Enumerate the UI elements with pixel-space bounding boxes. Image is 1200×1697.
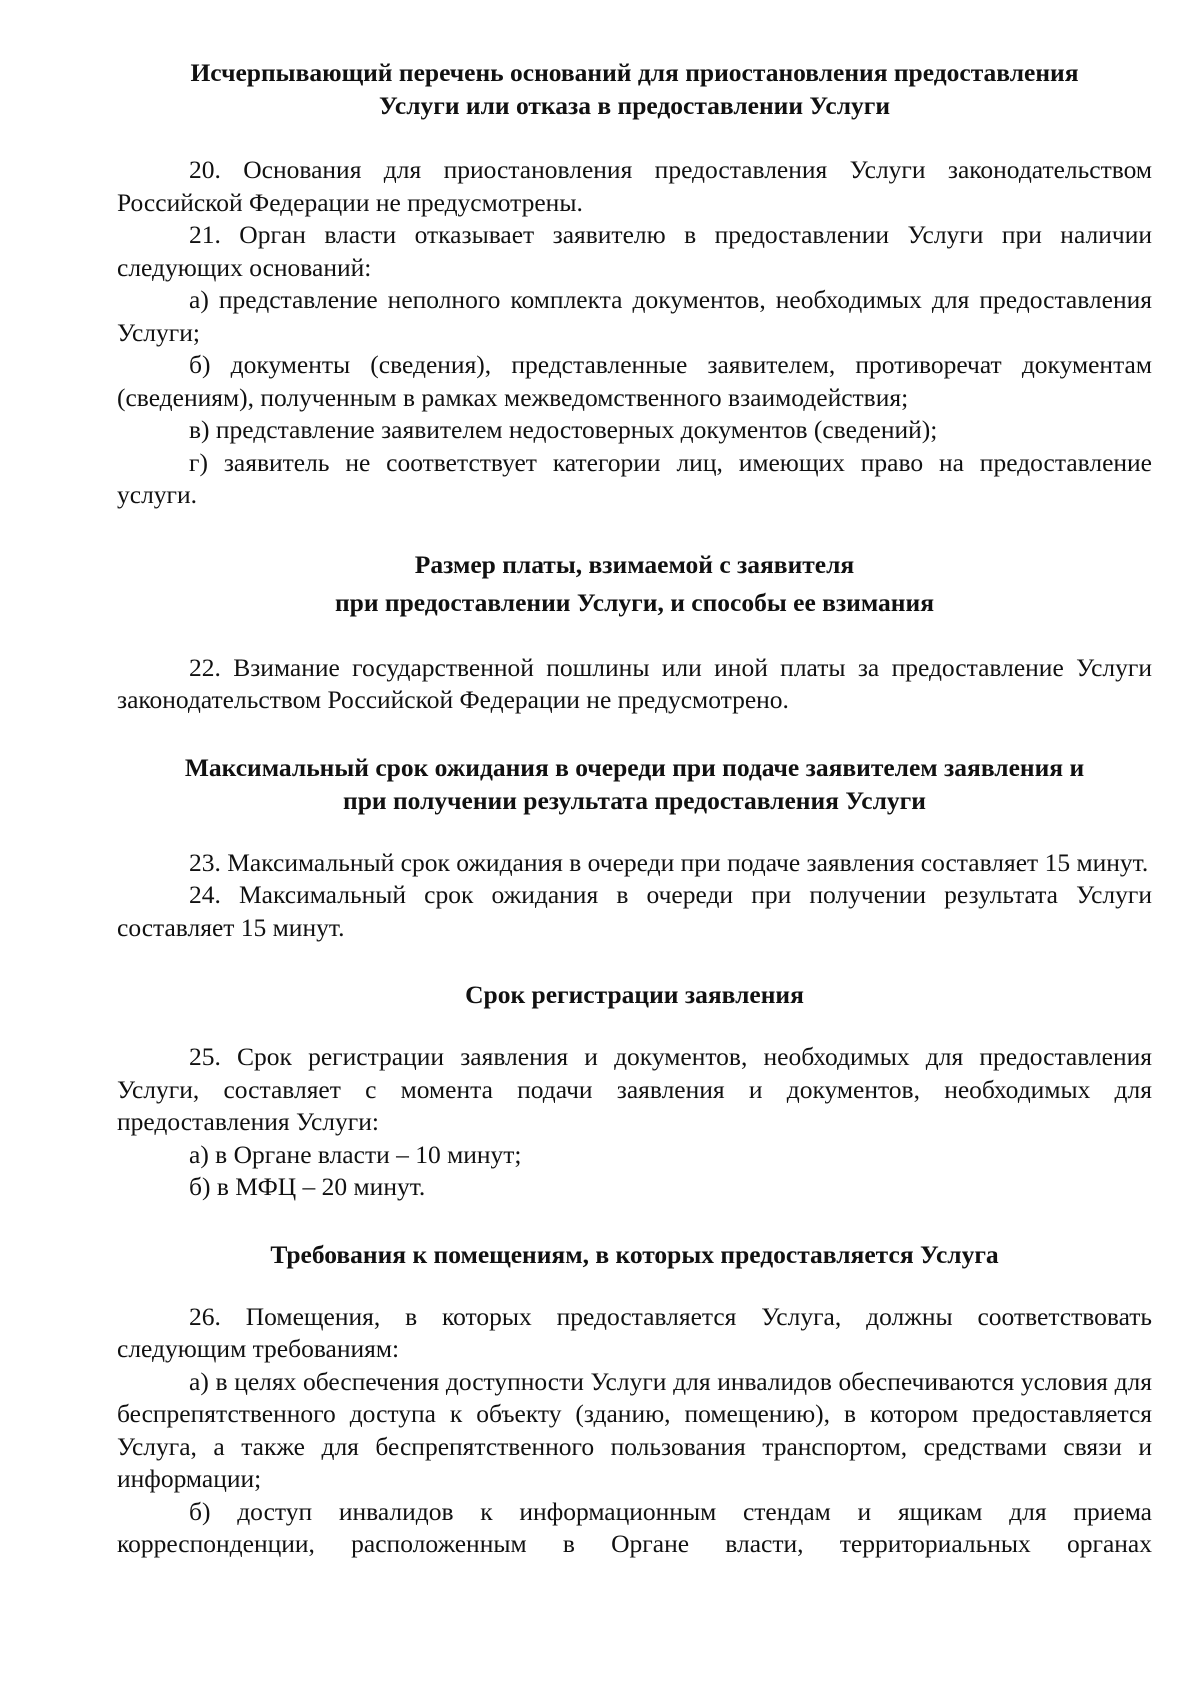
paragraph-24: 24. Максимальный срок ожидания в очереди при получении результата Услуги составляет 15 минут. bbox=[117, 880, 1152, 942]
paragraph-23: 23. Максимальный срок ожидания в очереди при подаче заявления составляет 15 минут. bbox=[189, 847, 1149, 877]
heading-line: Срок регистрации заявления bbox=[465, 980, 804, 1009]
heading-line: при предоставлении Услуги, и способы ее взимания bbox=[334, 587, 934, 617]
paragraph-21-a: а) представление неполного комплекта документов, необходимых для предоставления Услуги; bbox=[117, 285, 1152, 347]
paragraph-21-v: в) представление заявителем недостоверных документов (сведений); bbox=[189, 415, 938, 444]
section-queue-time bbox=[117, 751, 1152, 945]
paragraph-26: 26. Помещения, в которых предоставляется Услуга, должны соответствовать следующим требованиям: bbox=[117, 1301, 1152, 1363]
paragraph-25-b: б) в МФЦ – 20 минут. bbox=[189, 1172, 426, 1201]
paragraph-25: 25. Срок регистрации заявления и документов, необходимых для предоставления Услуги, составляет с момента подачи заявления и документов, необходимых для предоставления Услуги: bbox=[117, 1042, 1152, 1136]
paragraph-21: 21. Орган власти отказывает заявителю в предоставлении Услуги при наличии следующих оснований: bbox=[117, 220, 1152, 282]
section-heading bbox=[117, 751, 1152, 817]
paragraph-21-b: б) документы (сведения), представленные заявителем, противоречат документам (сведениям), полученным в рамках межведомственного взаимодействия; bbox=[117, 350, 1152, 412]
document-page bbox=[117, 48, 1152, 1561]
section-suspension-refusal bbox=[117, 56, 1152, 512]
heading-line: Исчерпывающий перечень оснований для приостановления предоставления bbox=[190, 58, 1079, 87]
section-heading bbox=[117, 1238, 1152, 1271]
heading-line: Размер платы, взимаемой с заявителя bbox=[414, 549, 855, 579]
paragraph-20: 20. Основания для приостановления предоставления Услуги законодательством Российской Федерации не предусмотрены. bbox=[117, 155, 1152, 217]
paragraph-21-g: г) заявитель не соответствует категории лиц, имеющих право на предоставление услуги. bbox=[117, 447, 1152, 509]
paragraph-22: 22. Взимание государственной пошлины или иной платы за предоставление Услуги законодательством Российской Федерации не предусмотрено. bbox=[117, 652, 1152, 714]
section-premises-requirements bbox=[117, 1238, 1152, 1561]
section-heading bbox=[117, 978, 1152, 1011]
paragraph-26-b: б) доступ инвалидов к информационным стендам и ящикам для приема корреспонденции, расположенным в Органе власти, территориальных органах bbox=[117, 1496, 1152, 1558]
section-fee bbox=[117, 546, 1152, 717]
heading-line: при получении результата предоставления Услуги bbox=[343, 785, 926, 815]
heading-line: Услуги или отказа в предоставлении Услуги bbox=[378, 91, 891, 120]
section-heading bbox=[117, 546, 1152, 622]
section-heading bbox=[117, 56, 1152, 122]
section-registration-time bbox=[117, 978, 1152, 1204]
heading-line: Максимальный срок ожидания в очереди при подаче заявителем заявления и bbox=[184, 752, 1085, 782]
paragraph-26-a: а) в целях обеспечения доступности Услуги для инвалидов обеспечиваются условия для беспрепятственного доступа к объекту (зданию, помещению), в котором предоставляется Услуга, а также для беспрепятственного пользования транспортом, средствами связи и информации; bbox=[117, 1366, 1152, 1493]
paragraph-25-a: а) в Органе власти – 10 минут; bbox=[189, 1139, 522, 1169]
heading-line: Требования к помещениям, в которых предоставляется Услуга bbox=[270, 1239, 999, 1269]
